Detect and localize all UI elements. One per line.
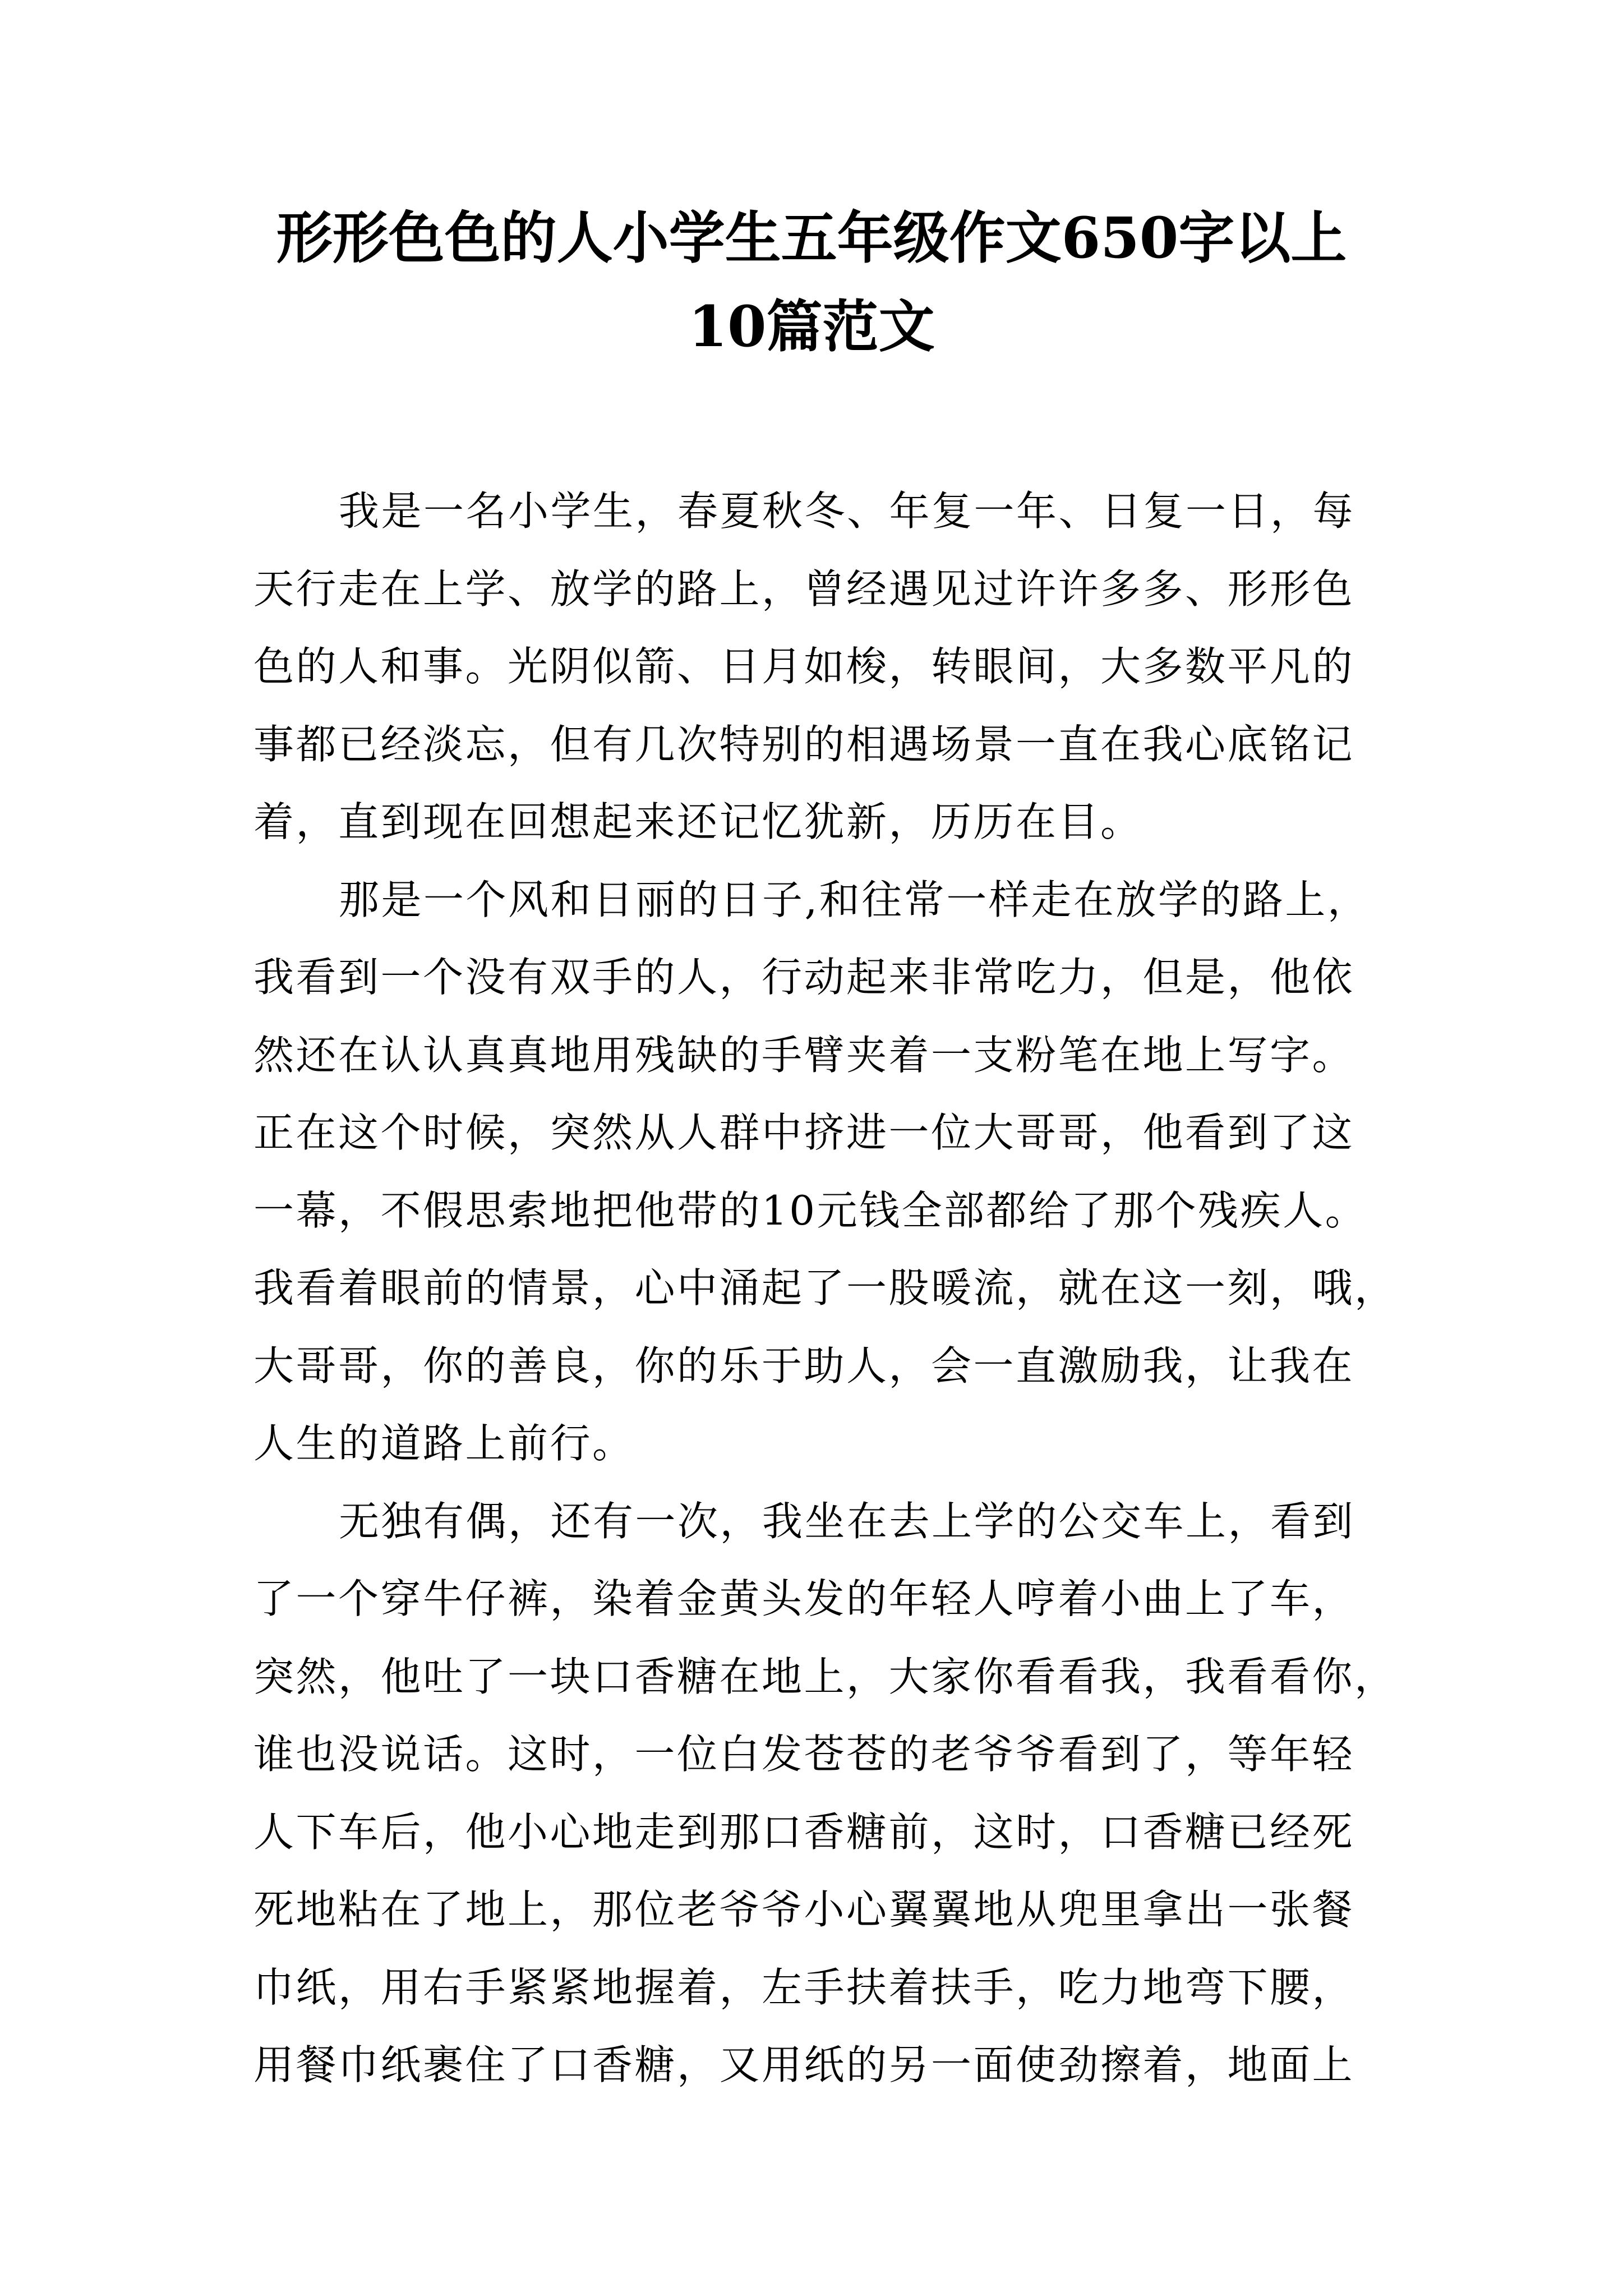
body-line: 着，直到现在回想起来还记忆犹新，历历在目。 (253, 798, 1143, 845)
body-line: 天行走在上学、放学的路上，曾经遇见过许许多多、形形色 (253, 565, 1355, 613)
body-line: 死地粘在了地上，那位老爷爷小心翼翼地从兜里拿出一张餐 (253, 1886, 1355, 1933)
body-line: 巾纸，用右手紧紧地握着，左手扶着扶手，吃力地弯下腰， (253, 1963, 1355, 2011)
body-line: 用餐巾纸裹住了口香糖，又用纸的另一面使劲擦着，地面上 (253, 2041, 1355, 2088)
body-line: 我看到一个没有双手的人，行动起来非常吃力，但是，他依 (253, 954, 1355, 1001)
title-line-2: 10篇范文 (688, 293, 935, 360)
body-line: 无独有偶，还有一次，我坐在去上学的公交车上，看到 (339, 1497, 1355, 1545)
body-line: 突然，他吐了一块口香糖在地上，大家你看看我，我看看你， (253, 1653, 1397, 1700)
body-line: 那是一个风和日丽的日子,和往常一样走在放学的路上， (339, 876, 1370, 923)
body-line: 正在这个时候，突然从人群中挤进一位大哥哥，他看到了这 (253, 1109, 1355, 1156)
body-line: 人生的道路上前行。 (253, 1420, 635, 1467)
title-line-1: 形形色色的人小学生五年级作文650字以上 (276, 205, 1347, 271)
document-body (253, 472, 1397, 2104)
body-line: 人下车后，他小心地走到那口香糖前，这时，口香糖已经死 (253, 1808, 1355, 1856)
body-line: 了一个穿牛仔裤，染着金黄头发的年轻人哼着小曲上了车， (253, 1575, 1355, 1622)
body-line: 我看着眼前的情景，心中涌起了一股暖流，就在这一刻，哦， (253, 1264, 1397, 1312)
body-line: 然还在认认真真地用残缺的手臂夹着一支粉笔在地上写字。 (253, 1031, 1355, 1079)
body-line: 我是一名小学生，春夏秋冬、年复一年、日复一日，每 (339, 487, 1355, 535)
body-line: 事都已经淡忘，但有几次特别的相遇场景一直在我心底铭记 (253, 720, 1355, 768)
document-title (213, 194, 1410, 371)
body-line: 色的人和事。光阴似箭、日月如梭，转眼间，大多数平凡的 (253, 643, 1355, 690)
body-line: 谁也没说话。这时，一位白发苍苍的老爷爷看到了，等年轻 (253, 1731, 1355, 1778)
body-line: 大哥哥，你的善良，你的乐于助人，会一直激励我，让我在 (253, 1342, 1355, 1389)
body-line: 一幕，不假思索地把他带的10元钱全部都给了那个残疾人。 (253, 1186, 1368, 1234)
